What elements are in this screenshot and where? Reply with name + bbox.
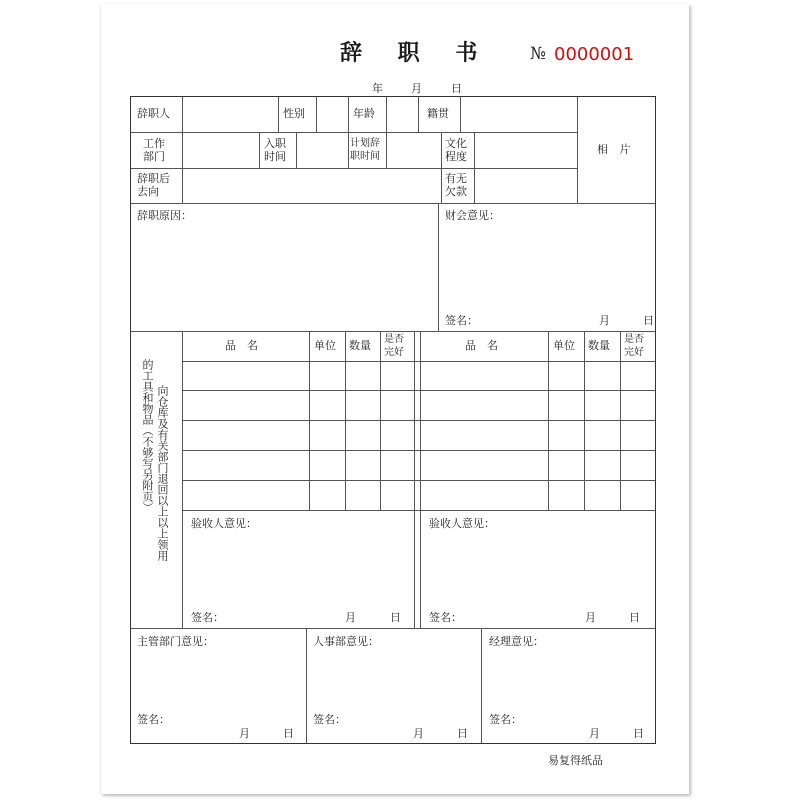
- inspect-left-day: 日: [390, 611, 401, 624]
- label-education: 文化 程度: [445, 137, 467, 163]
- inspect-left-sign: 签名：: [191, 611, 224, 624]
- label-inspect-right: 验收人意见：: [429, 517, 495, 530]
- hr-month: 月: [413, 727, 424, 740]
- rule: [182, 97, 183, 132]
- rule: [182, 168, 183, 203]
- hr-day: 日: [457, 727, 468, 740]
- header-month: 月: [411, 82, 422, 95]
- rule: [131, 203, 655, 204]
- label-reason: 辞职原因：: [137, 209, 192, 222]
- hr-sign: 签名：: [313, 713, 346, 726]
- rule: [316, 97, 317, 132]
- footer-brand: 易复得纸品: [548, 754, 603, 767]
- rule: [584, 331, 585, 510]
- rule: [296, 132, 297, 168]
- rule: [131, 168, 577, 169]
- rule: [131, 331, 655, 332]
- finance-day: 日: [643, 314, 654, 327]
- rule: [345, 331, 346, 510]
- rule: [309, 331, 310, 510]
- header-year: 年: [372, 82, 383, 95]
- rule: [548, 331, 549, 510]
- header-item-name: 品 名: [225, 339, 258, 352]
- supervisor-month: 月: [239, 727, 250, 740]
- rule: [182, 132, 183, 168]
- form-title: 辞 职 书: [340, 40, 492, 66]
- rule: [182, 510, 655, 511]
- inspect-left-month: 月: [345, 611, 356, 624]
- label-finance: 财会意见：: [445, 209, 500, 222]
- label-supervisor: 主管部门意见：: [137, 635, 214, 648]
- header-quantity: 数量: [588, 339, 610, 352]
- rule: [348, 132, 349, 168]
- finance-month: 月: [599, 314, 610, 327]
- rule: [386, 132, 387, 168]
- rule: [438, 203, 439, 331]
- rule: [386, 97, 387, 132]
- tools-side-left: 的工具和物品（不够写另附页）: [141, 359, 154, 513]
- header-item-name: 品 名: [465, 339, 498, 352]
- label-hr: 人事部意见：: [313, 635, 379, 648]
- header-quantity: 数量: [349, 339, 371, 352]
- rule: [474, 132, 475, 203]
- header-unit: 单位: [314, 339, 336, 352]
- tools-side-right: 向仓库及有关部门退回以上以上领用: [156, 385, 169, 561]
- rule: [306, 628, 307, 743]
- rule: [441, 132, 442, 203]
- supervisor-sign: 签名：: [137, 713, 170, 726]
- label-entry-time: 入职 时间: [264, 137, 286, 163]
- label-plan-time: 计划辞 职时间: [350, 138, 380, 162]
- label-destination: 辞职后 去向: [137, 172, 170, 198]
- label-origin: 籍贯: [427, 107, 449, 120]
- inspect-right-day: 日: [629, 611, 640, 624]
- inspect-right-sign: 签名：: [429, 611, 462, 624]
- inspect-right-month: 月: [585, 611, 596, 624]
- manager-sign: 签名：: [489, 713, 522, 726]
- label-gender: 性别: [283, 107, 305, 120]
- label-age: 年龄: [353, 107, 375, 120]
- finance-sign: 签名：: [445, 314, 478, 327]
- label-dept: 工作 部门: [143, 137, 165, 163]
- resignation-form: [130, 96, 656, 744]
- number-mark: №: [530, 44, 547, 64]
- serial-number: 0000001: [554, 44, 635, 65]
- rule: [348, 97, 349, 132]
- label-debt: 有无 欠款: [445, 172, 467, 198]
- label-resigner: 辞职人: [137, 107, 170, 120]
- header-condition: 是否 完好: [624, 334, 644, 358]
- photo-label: 相 片: [597, 143, 635, 156]
- rule: [278, 97, 279, 132]
- rule: [620, 331, 621, 510]
- header-day: 日: [451, 82, 462, 95]
- rule: [418, 97, 419, 132]
- rule: [577, 97, 578, 203]
- label-manager: 经理意见：: [489, 635, 544, 648]
- manager-month: 月: [589, 727, 600, 740]
- rule: [481, 628, 482, 743]
- label-inspect-left: 验收人意见：: [191, 517, 257, 530]
- supervisor-day: 日: [283, 727, 294, 740]
- header-unit: 单位: [553, 339, 575, 352]
- rule: [259, 132, 260, 168]
- rule: [380, 331, 381, 510]
- header-condition: 是否 完好: [384, 334, 404, 358]
- manager-day: 日: [633, 727, 644, 740]
- rule: [460, 97, 461, 132]
- rule: [131, 132, 577, 133]
- rule: [131, 628, 655, 629]
